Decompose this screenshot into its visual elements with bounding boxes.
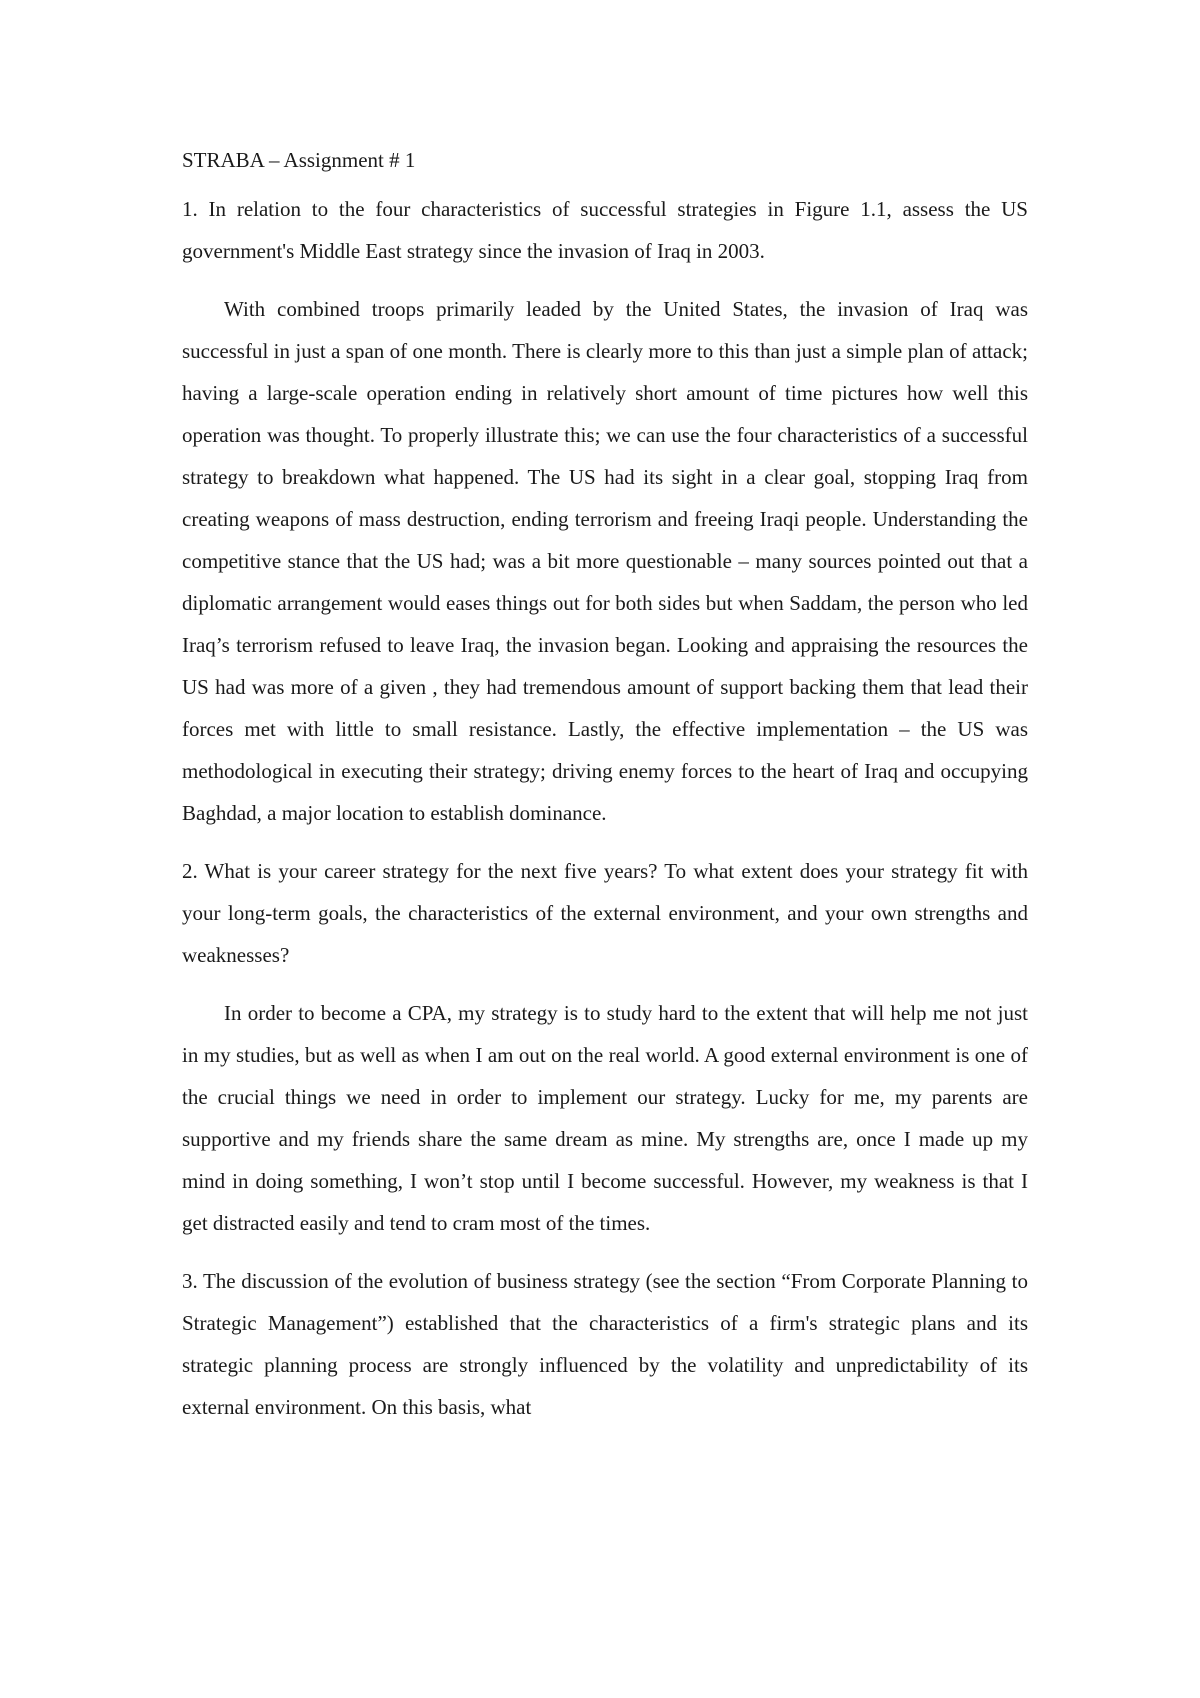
answer-1: With combined troops primarily leaded by the United States, the invasion of Iraq was successful in just a span of one month. There is clearly more to this than just a simple plan of attack; having a large-scale operation ending in relatively short amount of time pictures how well this operation was thought. To properly illustrate this; we can use the four characteristics of a successful strategy to breakdown what happened. The US had its sight in a clear goal, stopping Iraq from creating weapons of mass destruction, ending terrorism and freeing Iraqi people. Understanding the competitive stance that the US had; was a bit more questionable – many sources pointed out that a diplomatic arrangement would eases things out for both sides but when Saddam, the person who led Iraq’s terrorism refused to leave Iraq, the invasion began. Looking and appraising the resources the US had was more of a given , they had tremendous amount of support backing them that lead their forces met with little to small resistance. Lastly, the effective implementation – the US was methodological in executing their strategy; driving enemy forces to the heart of Iraq and occupying Baghdad, a major location to establish dominance. (182, 297, 1028, 825)
question-1: 1. In relation to the four characteristics of successful strategies in Figure 1.1, assess the US government's Middle East strategy since the invasion of Iraq in 2003. (182, 197, 1028, 263)
answer-2: In order to become a CPA, my strategy is to study hard to the extent that will help me not just in my studies, but as well as when I am out on the real world. A good external environment is one of the crucial things we need in order to implement our strategy. Lucky for me, my parents are supportive and my friends share the same dream as mine. My strengths are, once I made up my mind in doing something, I won’t stop until I become successful. However, my weakness is that I get distracted easily and tend to cram most of the times. (182, 1001, 1028, 1235)
question-2: 2. What is your career strategy for the next five years? To what extent does your strategy fit with your long-term goals, the characteristics of the external environment, and your own strengths and weaknesses? (182, 859, 1028, 967)
question-3: 3. The discussion of the evolution of business strategy (see the section “From Corporate Planning to Strategic Management”) established that the characteristics of a firm's strategic plans and its strategic planning process are strongly influenced by the volatility and unpredictability of its external environment. On this basis, what (182, 1269, 1028, 1419)
document-body (182, 146, 1028, 1428)
document-title: STRABA – Assignment # 1 (182, 148, 416, 172)
